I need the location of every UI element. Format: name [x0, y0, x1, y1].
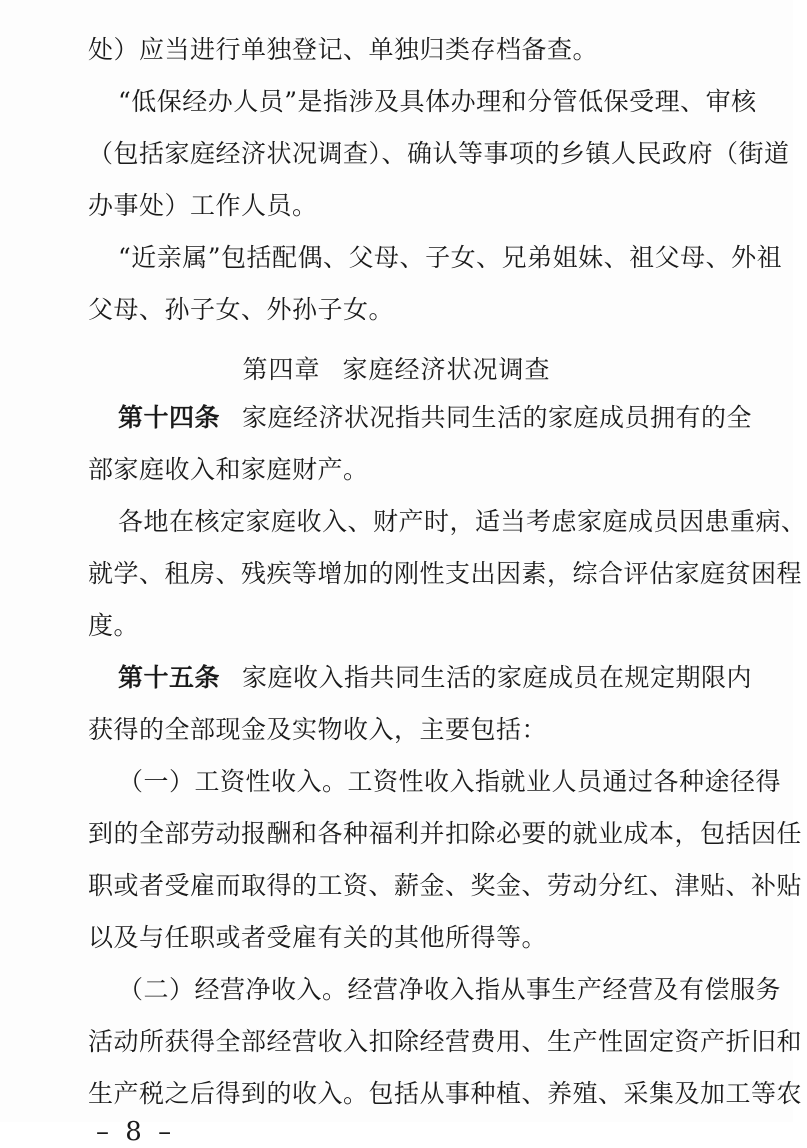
article-text: 家庭经济状况指共同生活的家庭成员拥有的全	[242, 403, 753, 432]
text-line: （二）经营净收入。经营净收入指从事生产经营及有偿服务	[118, 975, 782, 1004]
text-line: 办事处）工作人员。	[88, 191, 318, 220]
text-line: 父母、孙子女、外孙子女。	[88, 295, 395, 324]
article-15-first-line	[118, 662, 753, 694]
text-line: 度。	[88, 611, 140, 640]
text-line: 生产税之后得到的收入。包括从事种植、养殖、采集及加工等农	[88, 1079, 803, 1108]
text-line: 活动所获得全部经营收入扣除经营费用、生产性固定资产折旧和	[88, 1027, 803, 1056]
text-line: “低保经办人员”是指涉及具体办理和分管低保受理、审核	[118, 87, 757, 116]
text-line: 职或者受雇而取得的工资、薪金、奖金、劳动分红、津贴、补贴	[88, 871, 803, 900]
page-number: – 8 –	[96, 1117, 176, 1147]
text-line: （一）工资性收入。工资性收入指就业人员通过各种途径得	[118, 767, 782, 796]
text-line: 到的全部劳动报酬和各种福利并扣除必要的就业成本，包括因任	[88, 819, 803, 848]
article-label: 第十五条	[118, 663, 221, 692]
text-line: 部家庭收入和家庭财产。	[88, 455, 369, 484]
article-label: 第十四条	[118, 403, 221, 432]
article-text: 家庭收入指共同生活的家庭成员在规定期限内	[242, 663, 753, 692]
text-line: “近亲属”包括配偶、父母、子女、兄弟姐妹、祖父母、外祖	[118, 243, 783, 272]
text-line: 获得的全部现金及实物收入，主要包括：	[88, 715, 548, 744]
text-line: 处）应当进行单独登记、单独归类存档备查。	[88, 35, 599, 64]
text-line: 就学、租房、残疾等增加的刚性支出因素，综合评估家庭贫困程	[88, 559, 803, 588]
chapter-title: 家庭经济状况调查	[342, 355, 551, 384]
text-line: 各地在核定家庭收入、财产时，适当考虑家庭成员因患重病、	[118, 507, 807, 536]
text-line: 以及与任职或者受雇有关的其他所得等。	[88, 923, 548, 952]
chapter-number: 第四章	[242, 355, 321, 384]
article-14-first-line	[118, 402, 753, 434]
text-line: （包括家庭经济状况调查）、确认等事项的乡镇人民政府（街道	[88, 139, 790, 168]
chapter-heading	[0, 354, 793, 386]
